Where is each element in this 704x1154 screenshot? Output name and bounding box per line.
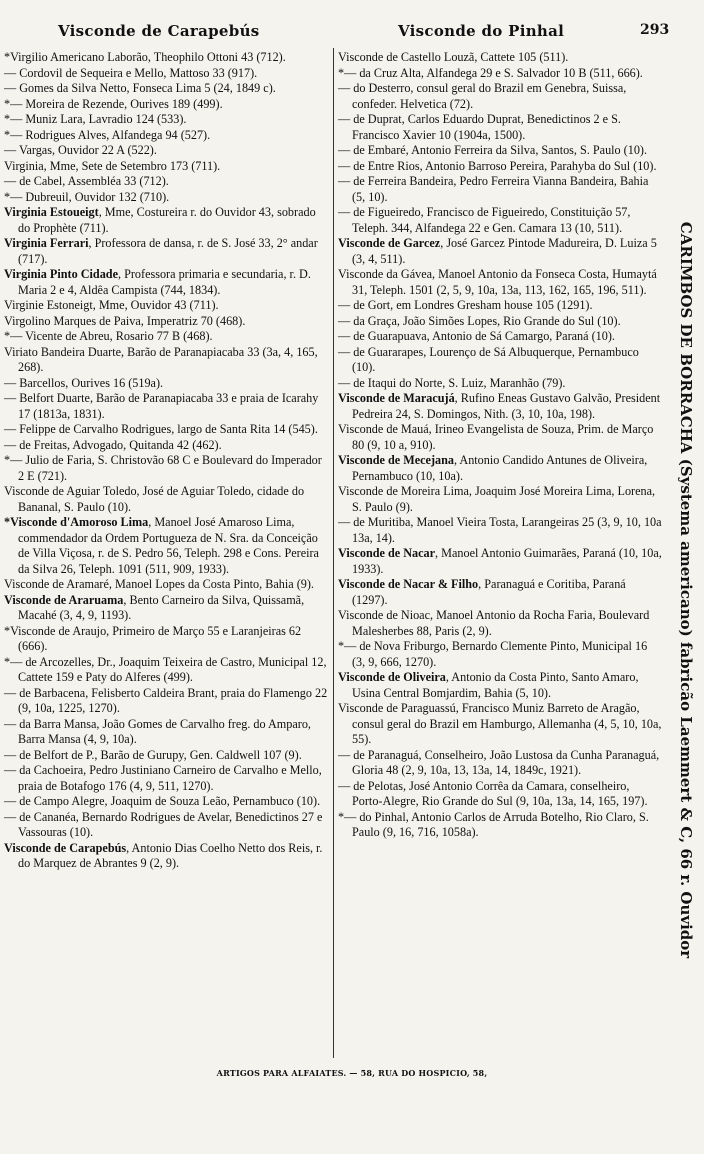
directory-entry: — da Cachoeira, Pedro Justiniano Carneiro de Carvalho e Mello, praia de Botafogo 176 (4, 9, 511, 1270). xyxy=(4,763,322,793)
directory-entry: Visconde de Aramaré, Manoel Lopes da Costa Pinto, Bahia (9). xyxy=(4,577,314,591)
footer-advertisement: ARTIGOS PARA ALFAIATES. — 58, RUA DO HOSPICIO, 58, xyxy=(216,1068,488,1078)
directory-entry: — Cordovil de Sequeira e Mello, Mattoso 33 (917). xyxy=(4,65,258,80)
directory-entry: — de Campo Alegre, Joaquim de Souza Leão, Pernambuco (10). xyxy=(4,794,321,808)
header-right: Visconde do Pinhal xyxy=(398,22,565,40)
directory-entry: — de Entre Rios, Antonio Barroso Pereira, Parahyba do Sul (10). xyxy=(338,158,657,173)
directory-entry: Visconde de Aguiar Toledo, José de Aguiar Toledo, cidade do Bananal, S. Paulo (10). xyxy=(4,484,305,514)
page-number: 293 xyxy=(640,22,670,38)
directory-entry: *— Julio de Faria, S. Christovão 68 C e Boulevard do Imperador 2 E (721). xyxy=(4,453,322,483)
directory-entry: — de Paranaguá, Conselheiro, João Lustosa da Cunha Paranaguá, Gloria 48 (2, 9, 10a, 13, 13a, 14, 1849c, 1921). xyxy=(338,747,660,777)
directory-entry: — Vargas, Ouvidor 22 A (522). xyxy=(4,143,157,157)
directory-entry: — de Ferreira Bandeira, Pedro Ferreira Vianna Bandeira, Bahia (5, 10). xyxy=(338,174,649,204)
directory-entry: *Visconde de Araujo, Primeiro de Março 55 e Laranjeiras 62 (666). xyxy=(4,623,302,653)
directory-entry: — de Belfort de P., Barão de Gurupy, Gen. Caldwell 107 (9). xyxy=(4,747,302,762)
directory-entry: — do Desterro, consul geral do Brazil em Genebra, Suissa, confeder. Helvetica (72). xyxy=(338,81,627,111)
directory-entry: Visconde de Nacar, Manoel Antonio Guimarães, Paraná (10, 10a, 1933). xyxy=(338,546,662,576)
directory-entry: Virginia Ferrari, Professora de dansa, r. de S. José 33, 2° andar (717). xyxy=(4,236,318,266)
directory-entry: Visconde de Paraguassú, Francisco Muniz Barreto de Aragão, consul geral do Brazil em Hamburgo, Allemanha (4, 5, 10, 10a, 55). xyxy=(338,701,662,746)
right-column xyxy=(338,50,662,841)
directory-entry: — de Cananéa, Bernardo Rodrigues de Avelar, Benedictinos 27 e Vassouras (10). xyxy=(4,809,323,839)
directory-entry: Visconde de Oliveira, Antonio da Costa Pinto, Santo Amaro, Usina Central Bomjardim, Bahia (5, 10). xyxy=(338,670,639,700)
directory-entry: *— de Arcozelles, Dr., Joaquim Teixeira de Castro, Municipal 12, Cattete 159 e Paty do Alferes (499). xyxy=(4,654,327,684)
directory-entry: *— do Pinhal, Antonio Carlos de Arruda Botelho, Rio Claro, S. Paulo (9, 16, 716, 1058a). xyxy=(338,809,649,839)
directory-entry: — de Duprat, Carlos Eduardo Duprat, Benedictinos 2 e S. Francisco Xavier 10 (1904a, 1500). xyxy=(338,112,621,142)
directory-entry: — de Barbacena, Felisberto Caldeira Brant, praia do Flamengo 22 (9, 10a, 1225, 1270). xyxy=(4,685,328,715)
header-left: Visconde de Carapebús xyxy=(58,22,260,40)
directory-entry: *Visconde d'Amoroso Lima, Manoel José Amaroso Lima, commendador da Ordem Portugueza de N. Sra. da Conceição de Villa Viçosa, r. de S. Pedro 56, Teleph. 298 e Cons. Pereira da Silva 26, Teleph. 1091 (511, 909, 1933). xyxy=(4,515,319,576)
directory-entry: — Barcellos, Ourives 16 (519a). xyxy=(4,375,164,390)
vertical-advertisement: CARIMBOS DE BORRACHA (Systema americano) fabricão Laemmert & C, 66 r. Ouvidor xyxy=(677,221,695,959)
directory-entry: Visconde de Mecejana, Antonio Candido Antunes de Oliveira, Pernambuco (10, 10a). xyxy=(338,453,648,483)
left-column xyxy=(4,50,330,872)
directory-entry: — de Guarapuava, Antonio de Sá Camargo, Paraná (10). xyxy=(338,329,615,343)
directory-entry: Visconde da Gávea, Manoel Antonio da Fonseca Costa, Humaytá 31, Teleph. 1501 (2, 5, 9, 10a, 13a, 113, 162, 165, 196, 511). xyxy=(338,267,657,297)
directory-entry: *— Dubreuil, Ouvidor 132 (710). xyxy=(4,189,170,204)
directory-entry: — de Cabel, Assembléa 33 (712). xyxy=(4,174,169,188)
directory-entry: Virginie Estoneigt, Mme, Ouvidor 43 (711). xyxy=(4,298,219,312)
directory-entry: *Virgilio Americano Laborão, Theophilo Ottoni 43 (712). xyxy=(4,50,286,64)
directory-entry: — de Pelotas, José Antonio Corrêa da Camara, conselheiro, Porto-Alegre, Rio Grande do Sul (9, 10a, 13a, 14, 165, 197). xyxy=(338,778,648,808)
directory-entry: — de Guararapes, Lourenço de Sá Albuquerque, Pernambuco (10). xyxy=(338,344,639,374)
directory-entry: Visconde de Araruama, Bento Carneiro da Silva, Quissamã, Macahé (3, 4, 9, 1193). xyxy=(4,592,305,622)
directory-entry: *— Rodrigues Alves, Alfandega 94 (527). xyxy=(4,127,211,142)
directory-entry: Visconde de Maracujá, Rufino Eneas Gustavo Galvão, President Pedreira 24, S. Domingos, Nith. (3, 10, 10a, 198). xyxy=(338,391,661,421)
directory-entry: Visconde de Carapebús, Antonio Dias Coelho Netto dos Reis, r. do Marquez de Abrantes 9 (2, 9). xyxy=(4,840,323,870)
directory-entry: Visconde de Nioac, Manoel Antonio da Rocha Faria, Boulevard Malesherbes 88, Paris (2, 9). xyxy=(338,608,650,638)
directory-entry: — da Graça, João Simões Lopes, Rio Grande do Sul (10). xyxy=(338,313,621,328)
directory-entry: Visconde de Castello Louzã, Cattete 105 (511). xyxy=(338,50,569,64)
directory-entry: — de Muritiba, Manoel Vieira Tosta, Larangeiras 25 (3, 9, 10, 10a 13a, 14). xyxy=(338,515,662,545)
directory-entry: Virginia Pinto Cidade, Professora primaria e secundaria, r. D. Maria 2 e 4, Aldêa Campista (744, 1834). xyxy=(4,267,311,297)
column-divider xyxy=(333,48,334,1058)
directory-entry: — de Itaqui do Norte, S. Luiz, Maranhão (79). xyxy=(338,375,566,390)
directory-entry: — Gomes da Silva Netto, Fonseca Lima 5 (24, 1849 c). xyxy=(4,81,276,95)
directory-entry: — Belfort Duarte, Barão de Paranapiacaba 33 e praia de Icarahy 17 (1813a, 1831). xyxy=(4,391,319,421)
directory-entry: — de Freitas, Advogado, Quitanda 42 (462). xyxy=(4,437,222,452)
directory-entry: *— Vicente de Abreu, Rosario 77 B (468). xyxy=(4,329,213,343)
directory-entry: — de Figueiredo, Francisco de Figueiredo, Constituição 57, Teleph. 344, Alfandega 22 e Gen. Camara 13 (10, 511). xyxy=(338,205,631,235)
directory-entry: — Felippe de Carvalho Rodrigues, largo de Santa Rita 14 (545). xyxy=(4,422,318,436)
directory-entry: — da Barra Mansa, João Gomes de Carvalho freg. do Amparo, Barra Mansa (4, 9, 10a). xyxy=(4,716,311,746)
directory-entry: Visconde de Moreira Lima, Joaquim José Moreira Lima, Lorena, S. Paulo (9). xyxy=(338,484,656,514)
directory-entry: Visconde de Nacar & Filho, Paranaguá e Coritiba, Paraná (1297). xyxy=(338,577,626,607)
directory-entry: Virgolino Marques de Paiva, Imperatriz 70 (468). xyxy=(4,313,246,328)
directory-entry: Visconde de Garcez, José Garcez Pintode Madureira, D. Luiza 5 (3, 4, 511). xyxy=(338,236,657,266)
directory-entry: — de Gort, em Londres Gresham house 105 (1291). xyxy=(338,298,593,312)
directory-entry: *— de Nova Friburgo, Bernardo Clemente Pinto, Municipal 16 (3, 9, 666, 1270). xyxy=(338,639,648,669)
directory-entry: *— Moreira de Rezende, Ourives 189 (499). xyxy=(4,96,223,111)
directory-entry: Visconde de Mauá, Irineo Evangelista de Souza, Prim. de Março 80 (9, 10 a, 910). xyxy=(338,422,654,452)
directory-entry: *— Muniz Lara, Lavradio 124 (533). xyxy=(4,112,187,126)
directory-entry: *— da Cruz Alta, Alfandega 29 e S. Salvador 10 B (511, 666). xyxy=(338,65,643,80)
directory-entry: Viriato Bandeira Duarte, Barão de Paranapiacaba 33 (3a, 4, 165, 268). xyxy=(4,344,318,374)
directory-entry: Virginia, Mme, Sete de Setembro 173 (711). xyxy=(4,158,221,173)
directory-entry: Virginia Estoueigt, Mme, Costureira r. do Ouvidor 43, sobrado do Prophète (711). xyxy=(4,205,316,235)
directory-entry: — de Embaré, Antonio Ferreira da Silva, Santos, S. Paulo (10). xyxy=(338,143,648,157)
